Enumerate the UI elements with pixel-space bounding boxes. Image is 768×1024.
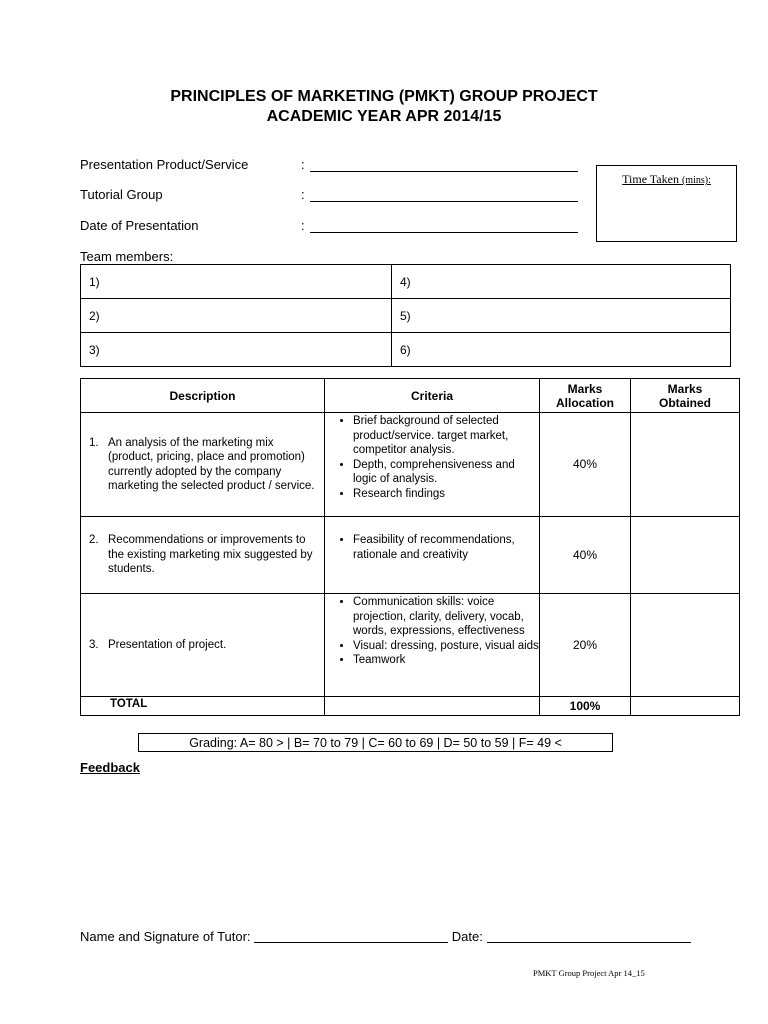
row-criteria bbox=[325, 517, 540, 594]
signature-date-label: Date: bbox=[451, 929, 483, 944]
team-member-slot-4[interactable]: 4) bbox=[392, 265, 731, 299]
grading-scale: Grading: A= 80 > | B= 70 to 79 | C= 60 to 69 | D= 50 to 59 | F= 49 < bbox=[138, 733, 613, 752]
criteria-item: • Feasibility of recommendations, rationale and creativity bbox=[353, 533, 539, 562]
signature-line bbox=[80, 929, 691, 944]
criteria-item: • Depth, comprehensiveness and logic of analysis. bbox=[353, 458, 539, 487]
date-of-presentation-label: Date of Presentation bbox=[80, 218, 199, 233]
marks-allocation-header: Marks Allocation bbox=[540, 379, 631, 413]
rubric-table bbox=[80, 378, 740, 716]
signature-date-field[interactable] bbox=[487, 942, 691, 943]
description-header: Description bbox=[81, 379, 325, 413]
feedback-heading: Feedback bbox=[80, 760, 140, 775]
team-member-slot-3[interactable]: 3) bbox=[81, 333, 392, 367]
row-marks-obtained[interactable] bbox=[631, 517, 740, 594]
total-criteria-cell bbox=[325, 697, 540, 716]
row-marks-obtained[interactable] bbox=[631, 413, 740, 517]
criteria-item: • Teamwork bbox=[353, 653, 539, 668]
date-of-presentation-colon: : bbox=[301, 218, 305, 233]
row-description: 2. Recommendations or improvements to the existing marketing mix suggested by students. bbox=[81, 517, 325, 594]
team-member-slot-5[interactable]: 5) bbox=[392, 299, 731, 333]
criteria-item: • Research findings bbox=[353, 487, 539, 502]
table-row bbox=[81, 413, 740, 517]
product-service-colon: : bbox=[301, 157, 305, 172]
document-title: PRINCIPLES OF MARKETING (PMKT) GROUP PROJECT bbox=[170, 88, 598, 105]
row-marks-obtained[interactable] bbox=[631, 594, 740, 697]
tutor-signature-field[interactable] bbox=[254, 942, 448, 943]
date-of-presentation-field[interactable] bbox=[310, 232, 578, 233]
total-row bbox=[81, 697, 740, 716]
product-service-field[interactable] bbox=[310, 171, 578, 172]
row-allocation: 40% bbox=[540, 413, 631, 517]
page-footer: PMKT Group Project Apr 14_15 bbox=[533, 968, 645, 978]
tutorial-group-field[interactable] bbox=[310, 201, 578, 202]
academic-year: ACADEMIC YEAR APR 2014/15 bbox=[266, 108, 502, 125]
team-member-slot-6[interactable]: 6) bbox=[392, 333, 731, 367]
table-row bbox=[81, 517, 740, 594]
table-row bbox=[81, 594, 740, 697]
row-allocation: 20% bbox=[540, 594, 631, 697]
total-label: TOTAL bbox=[81, 697, 325, 716]
row-description: 1. An analysis of the marketing mix (product, pricing, place and promotion) currently adopted by the company marketing the selected product / service. bbox=[81, 413, 325, 517]
criteria-item: • Brief background of selected product/service. target market, competitor analysis. bbox=[353, 414, 539, 458]
tutorial-group-label: Tutorial Group bbox=[80, 187, 163, 202]
row-description: 3. Presentation of project. bbox=[81, 594, 325, 697]
total-allocation: 100% bbox=[540, 697, 631, 716]
team-member-slot-1[interactable]: 1) bbox=[81, 265, 392, 299]
team-members-label: Team members: bbox=[80, 249, 174, 264]
team-members-table bbox=[80, 264, 731, 367]
tutorial-group-colon: : bbox=[301, 187, 305, 202]
criteria-item: • Visual: dressing, posture, visual aids bbox=[353, 639, 539, 654]
total-marks-obtained[interactable] bbox=[631, 697, 740, 716]
criteria-header: Criteria bbox=[325, 379, 540, 413]
time-taken-label: Time Taken (mins): bbox=[622, 172, 711, 186]
row-allocation: 40% bbox=[540, 517, 631, 594]
row-criteria bbox=[325, 413, 540, 517]
marks-obtained-header: Marks Obtained bbox=[631, 379, 740, 413]
criteria-item: • Communication skills: voice projection, clarity, delivery, vocab, words, expressions, effectiveness bbox=[353, 595, 539, 639]
tutor-signature-label: Name and Signature of Tutor: bbox=[80, 929, 251, 944]
row-criteria bbox=[325, 594, 540, 697]
team-member-slot-2[interactable]: 2) bbox=[81, 299, 392, 333]
time-taken-box[interactable] bbox=[596, 165, 737, 242]
product-service-label: Presentation Product/Service bbox=[80, 157, 249, 172]
